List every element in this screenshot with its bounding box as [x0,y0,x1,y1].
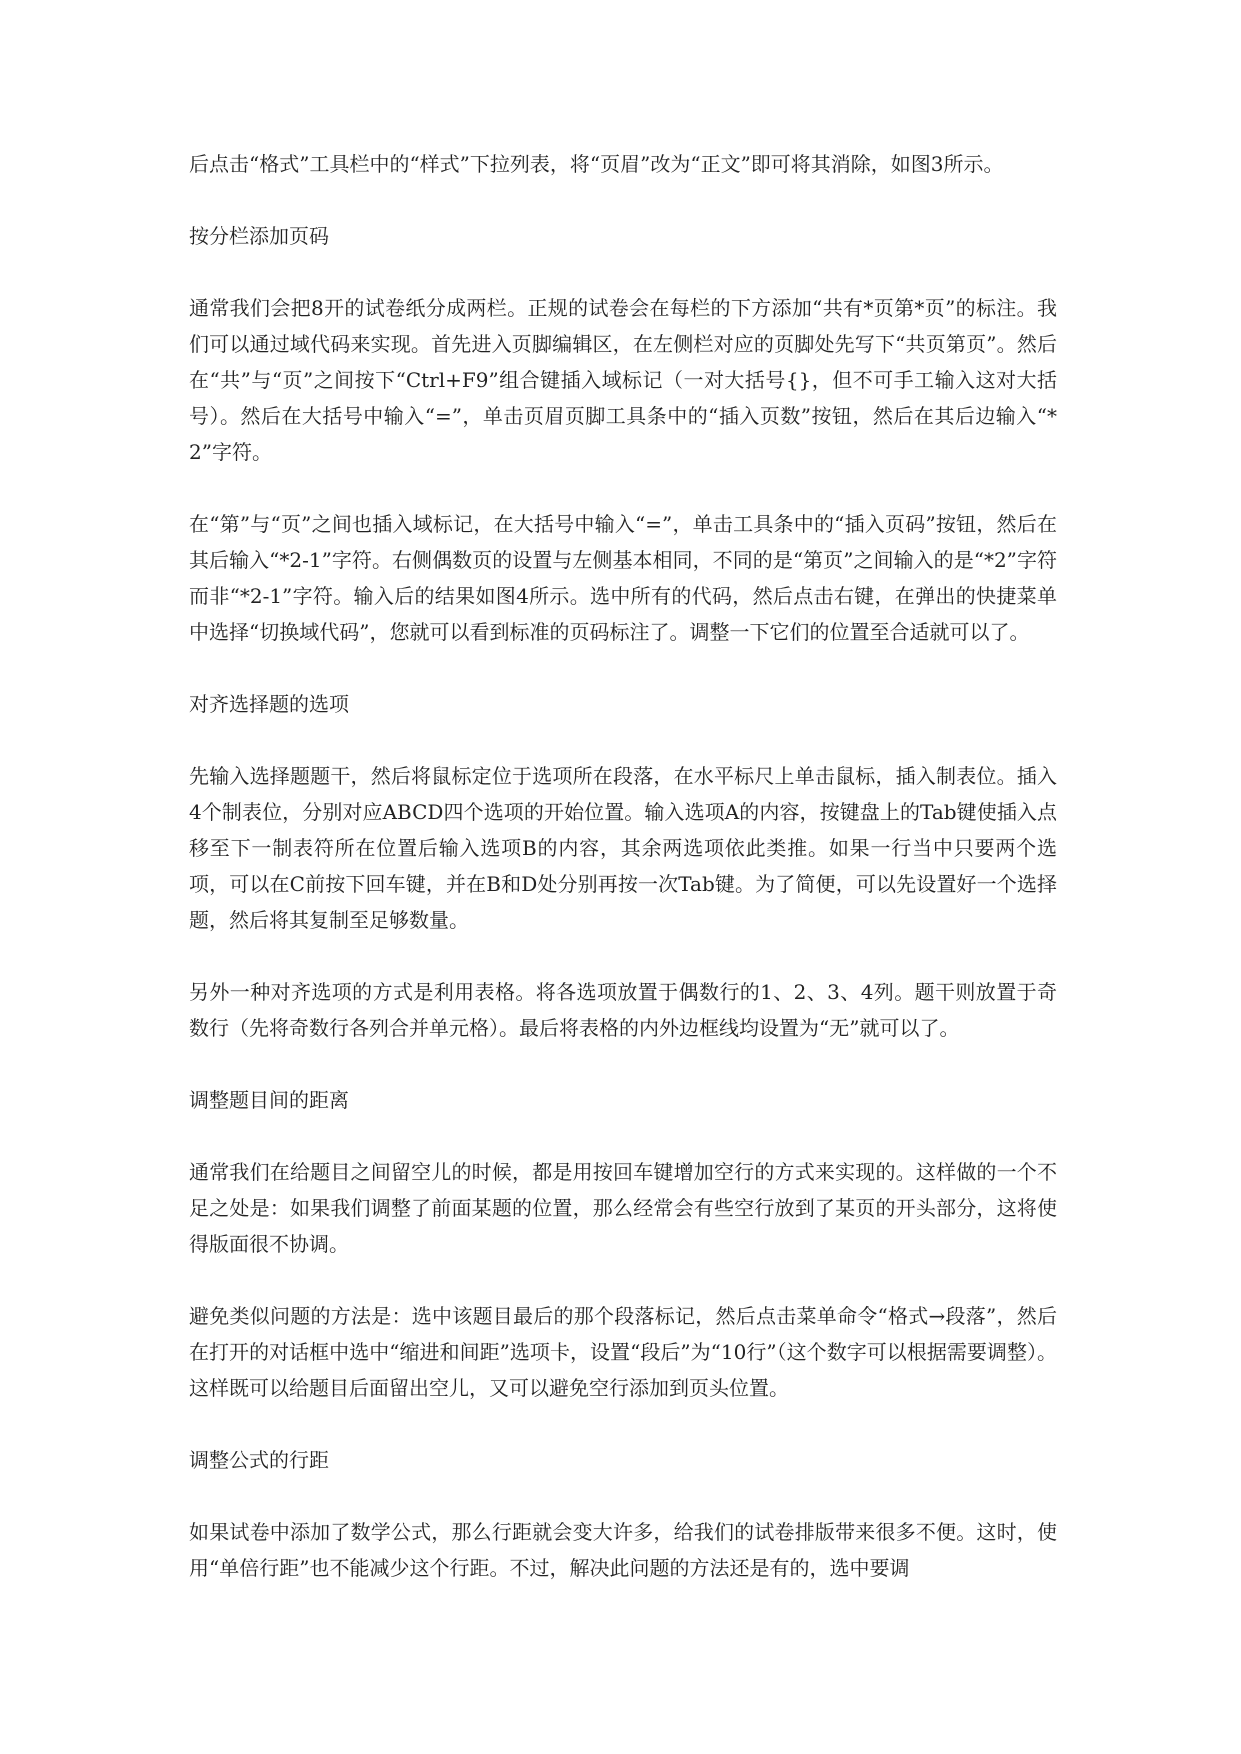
section-heading: 对齐选择题的选项 [189,692,349,716]
section-heading: 调整题目间的距离 [189,1088,349,1112]
document-body [189,146,1057,1622]
body-paragraph: 避免类似问题的方法是：选中该题目最后的那个段落标记，然后点击菜单命令“格式→段落”，然后在打开的对话框中选中“缩进和间距”选项卡，设置“段后”为“10行”（这个数字可以根据需要调整）。这样既可以给题目后面留出空儿，又可以避免空行添加到页头位置。 [189,1304,1057,1400]
body-paragraph: 通常我们在给题目之间留空儿的时候，都是用按回车键增加空行的方式来实现的。这样做的一个不足之处是：如果我们调整了前面某题的位置，那么经常会有些空行放到了某页的开头部分，这将使得版面很不协调。 [189,1160,1057,1256]
section-heading: 调整公式的行距 [189,1448,329,1472]
body-paragraph: 另外一种对齐选项的方式是利用表格。将各选项放置于偶数行的1、2、3、4列。题干则放置于奇数行（先将奇数行各列合并单元格）。最后将表格的内外边框线均设置为“无”就可以了。 [189,980,1057,1040]
body-paragraph: 先输入选择题题干，然后将鼠标定位于选项所在段落，在水平标尺上单击鼠标，插入制表位。插入4个制表位，分别对应ABCD四个选项的开始位置。输入选项A的内容，按键盘上的Tab键使插入点移至下一制表符所在位置后输入选项B的内容，其余两选项依此类推。如果一行当中只要两个选项，可以在C前按下回车键，并在B和D处分别再按一次Tab键。为了简便，可以先设置好一个选择题，然后将其复制至足够数量。 [189,764,1057,932]
body-paragraph: 在“第”与“页”之间也插入域标记，在大括号中输入“=”，单击工具条中的“插入页码”按钮，然后在其后输入“*2-1”字符。右侧偶数页的设置与左侧基本相同，不同的是“第页”之间输入的是“*2”字符而非“*2-1”字符。输入后的结果如图4所示。选中所有的代码，然后点击右键，在弹出的快捷菜单中选择“切换域代码”，您就可以看到标准的页码标注了。调整一下它们的位置至合适就可以了。 [189,512,1057,644]
body-paragraph: 后点击“格式”工具栏中的“样式”下拉列表，将“页眉”改为“正文”即可将其消除，如图3所示。 [189,152,1004,176]
body-paragraph: 通常我们会把8开的试卷纸分成两栏。正规的试卷会在每栏的下方添加“共有*页第*页”的标注。我们可以通过域代码来实现。首先进入页脚编辑区，在左侧栏对应的页脚处先写下“共页第页”。然后在“共”与“页”之间按下“Ctrl+F9”组合键插入域标记（一对大括号{}，但不可手工输入这对大括号）。然后在大括号中输入“=”，单击页眉页脚工具条中的“插入页数”按钮，然后在其后边输入“*2”字符。 [189,296,1057,464]
section-heading: 按分栏添加页码 [189,224,329,248]
body-paragraph: 如果试卷中添加了数学公式，那么行距就会变大许多，给我们的试卷排版带来很多不便。这时，使用“单倍行距”也不能减少这个行距。不过，解决此问题的方法还是有的，选中要调 [189,1520,1057,1580]
